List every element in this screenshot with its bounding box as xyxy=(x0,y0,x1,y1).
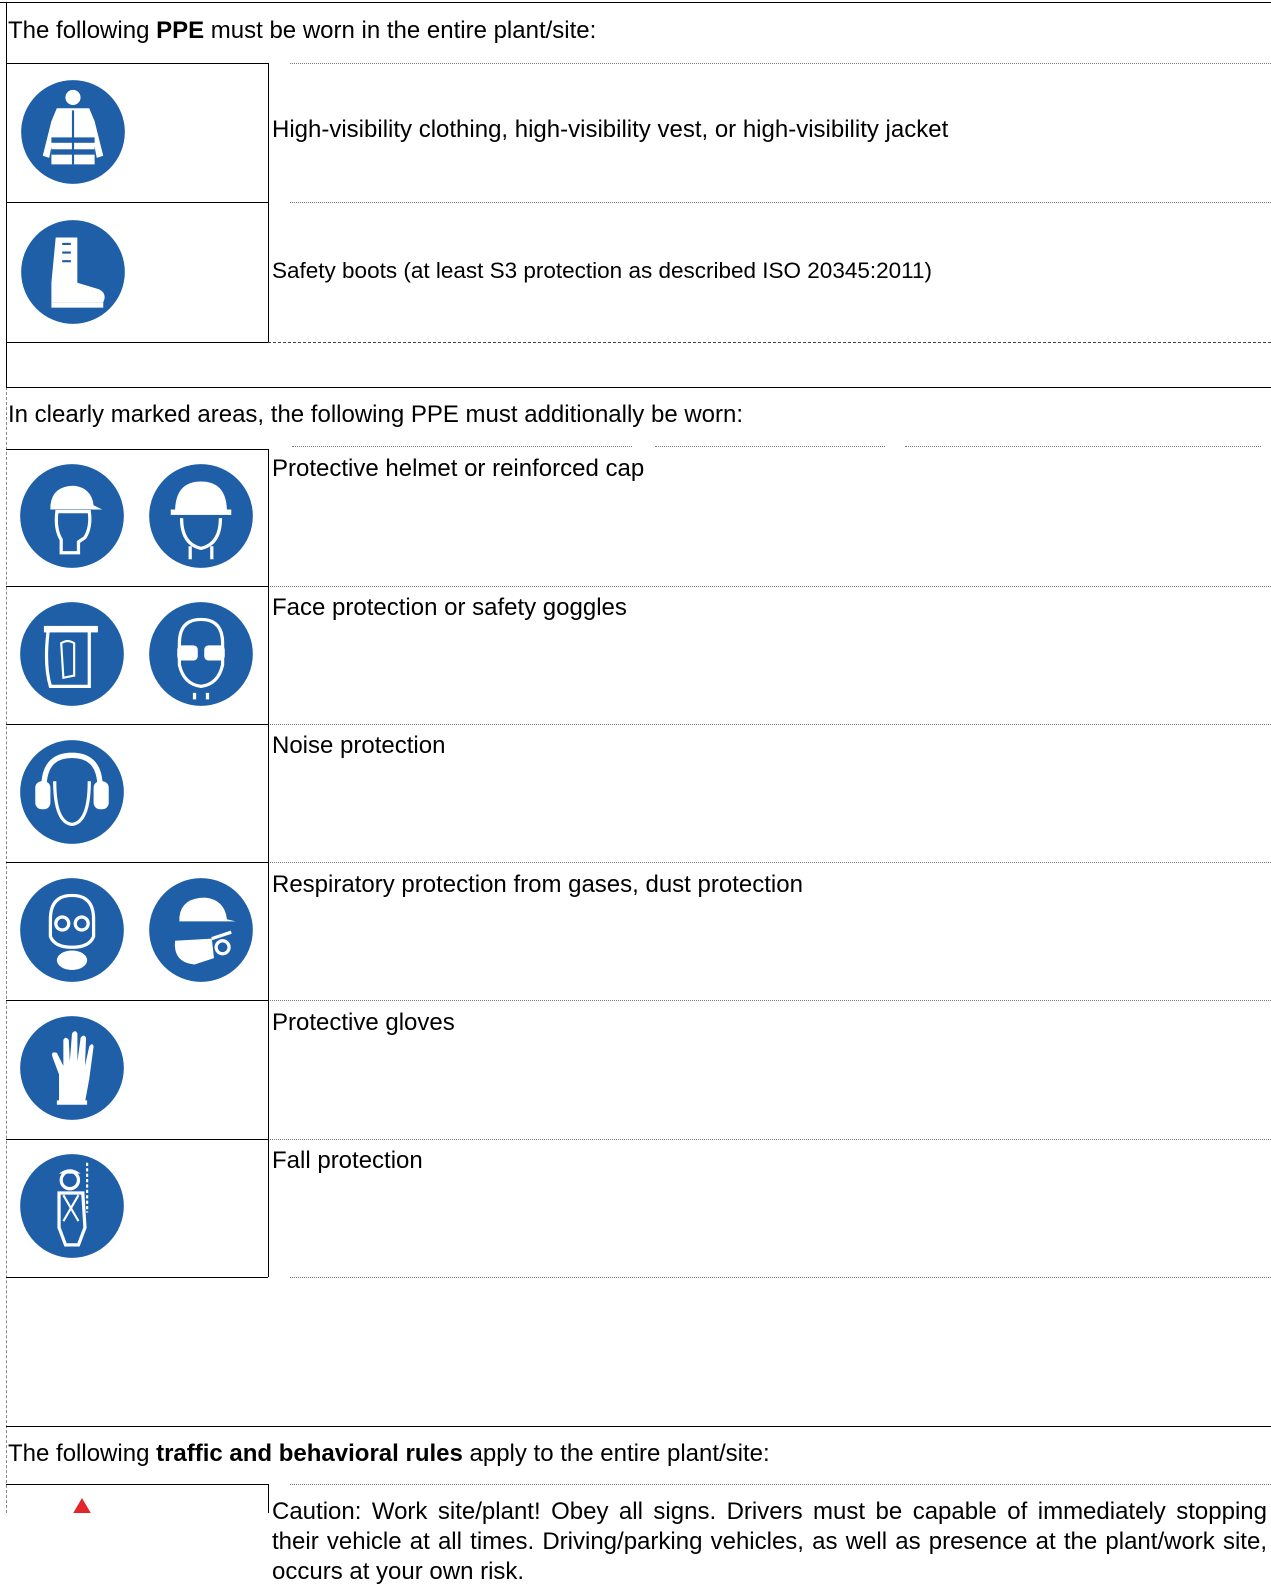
safety-goggles-icon xyxy=(147,600,255,708)
row-divider xyxy=(268,1139,1271,1140)
row-divider xyxy=(268,1000,1271,1001)
left-border xyxy=(6,2,7,387)
row-divider xyxy=(290,202,1271,203)
row-divider xyxy=(6,724,268,725)
row-divider xyxy=(268,586,1271,587)
row-divider xyxy=(905,446,1261,447)
ppe-label: Protective gloves xyxy=(272,1009,455,1036)
column-divider xyxy=(268,1484,269,1513)
section-divider xyxy=(6,387,1271,388)
dust-mask-icon xyxy=(147,876,255,984)
row-divider xyxy=(655,446,885,447)
ppe-label: Fall protection xyxy=(272,1147,423,1174)
row-divider xyxy=(6,63,268,64)
row-divider xyxy=(290,63,1271,64)
column-divider xyxy=(268,449,269,1277)
section-heading: The following traffic and behavioral rules apply to the entire plant/site: xyxy=(8,1440,770,1467)
row-divider xyxy=(6,342,268,343)
row-divider xyxy=(290,1484,1271,1485)
column-divider xyxy=(268,63,269,342)
high-visibility-vest-icon xyxy=(19,78,127,186)
rule-text: Caution: Work site/plant! Obey all signs. Drivers must be capable of immediately stopping their vehicle at all times. Driving/parking vehicles, as well as presence at the plant/work site, occurs at your own risk. xyxy=(272,1498,1267,1585)
row-divider xyxy=(6,1277,268,1278)
left-border-dashed xyxy=(6,387,7,1513)
row-divider xyxy=(6,586,268,587)
row-divider xyxy=(268,862,1271,863)
section-heading: In clearly marked areas, the following PPE must additionally be worn: xyxy=(8,401,744,428)
ppe-label: High-visibility clothing, high-visibility vest, or high-visibility jacket xyxy=(272,116,949,143)
safety-harness-icon xyxy=(18,1152,126,1260)
section-divider xyxy=(6,1426,1271,1427)
gas-mask-icon xyxy=(18,876,126,984)
protective-helmet-icon xyxy=(147,462,255,570)
protective-gloves-icon xyxy=(18,1014,126,1122)
warning-triangle-icon xyxy=(20,1494,144,1513)
ppe-label: Respiratory protection from gases, dust protection xyxy=(272,871,803,898)
row-divider xyxy=(268,724,1271,725)
row-divider xyxy=(6,1139,268,1140)
row-divider xyxy=(290,1277,1271,1278)
safety-boots-icon xyxy=(19,218,127,326)
ppe-label: Face protection or safety goggles xyxy=(272,594,627,621)
row-divider xyxy=(6,449,268,450)
ppe-label: Noise protection xyxy=(272,732,446,759)
ear-protection-icon xyxy=(18,738,126,846)
row-divider xyxy=(6,862,268,863)
row-divider xyxy=(6,202,268,203)
row-divider xyxy=(292,446,632,447)
ppe-label: Safety boots (at least S3 protection as described ISO 20345:2011) xyxy=(272,258,932,283)
section-heading: The following PPE must be worn in the entire plant/site: xyxy=(8,17,597,44)
row-divider xyxy=(6,1000,268,1001)
row-divider xyxy=(268,342,1271,343)
row-divider xyxy=(6,1484,268,1485)
top-border xyxy=(0,2,1271,3)
ppe-label: Protective helmet or reinforced cap xyxy=(272,455,645,482)
reinforced-cap-icon xyxy=(18,462,126,570)
face-shield-icon xyxy=(18,600,126,708)
